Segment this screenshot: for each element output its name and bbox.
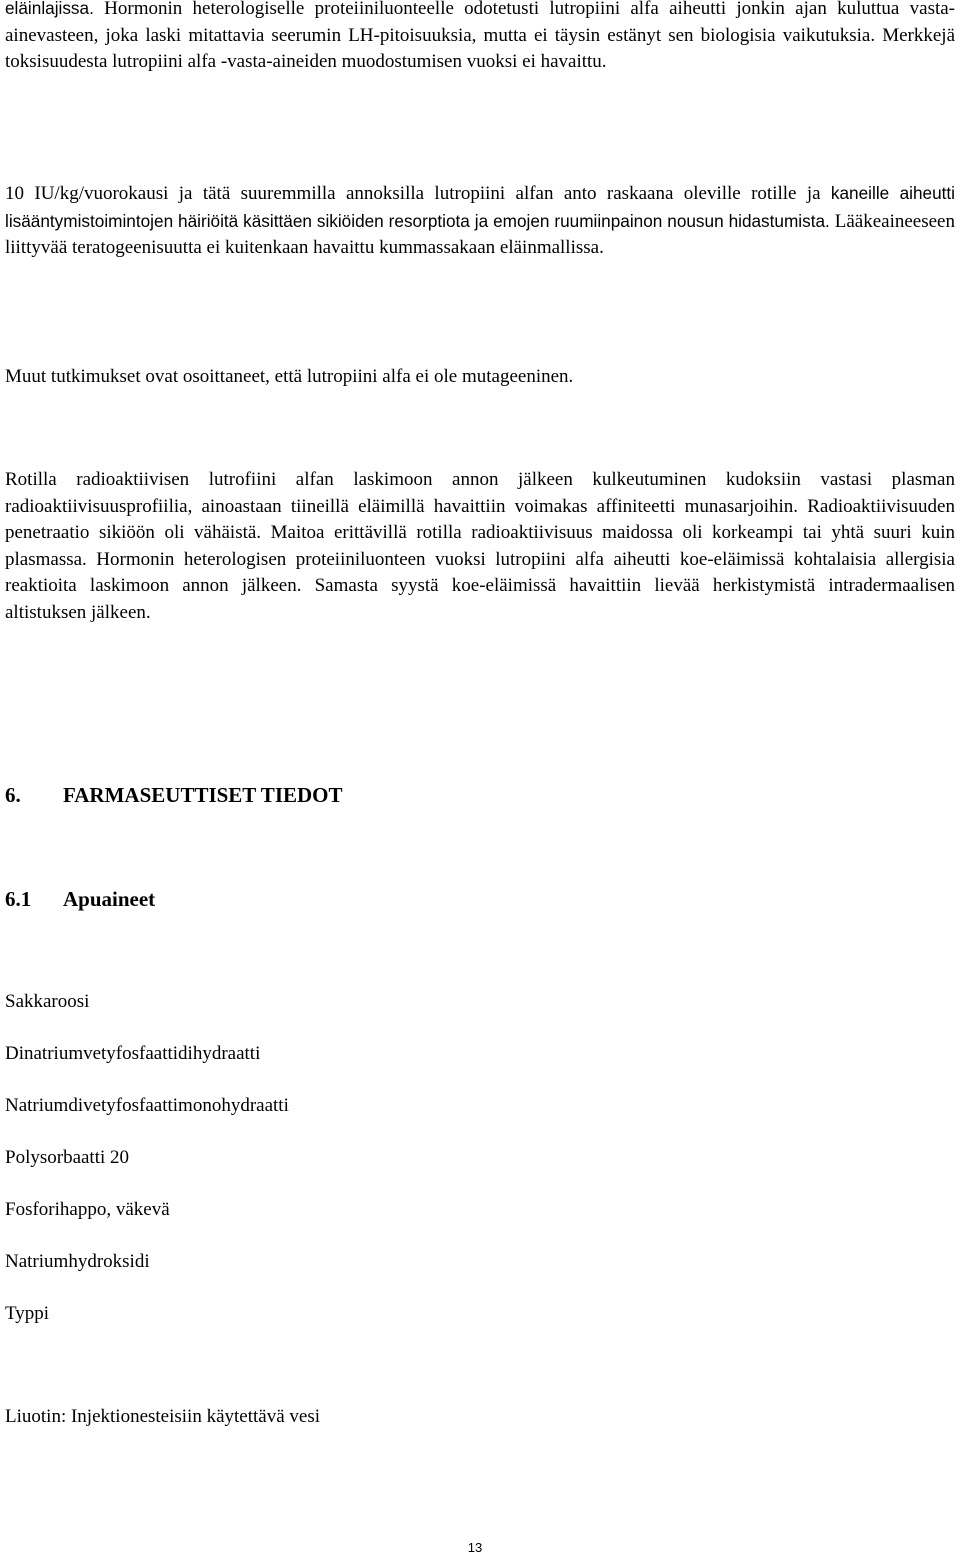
paragraph-distribution: Rotilla radioaktiivisen lutrofiini alfan laskimoon annon jälkeen kulkeutuminen kudoksiin vastasi plasman radioaktiivisuusprofiilia, ainoastaan tiineillä eläimillä havaittiin voimakas affiniteetti munasarjoihin. Radioaktiivisuuden penetraatio sikiöön oli vähäistä. Maitoa erittävillä rotilla radioaktiivisuus maidossa oli korkeampi tai yhtä suuri kuin plasmassa. Hormonin heterologisen proteiiniluonteen vuoksi lutropiini alfa aiheutti koe-eläimissä kohtalaisia allergisia reaktioita laskimoon annon jälkeen. Samasta syystä koe-eläimissä havaittiin lievää herkistymistä intradermaalisen altistuksen jälkeen.	[5, 469, 955, 623]
paragraph-fragment: Hormonin heterologiselle proteiiniluonteelle odotetusti lutropiini alfa aiheutti jonkin ajan kuluttua vasta-ainevasteen, joka laski mitattavia seerumin LH-pitoisuuksia, mutta ei täysin estänyt sen biologisia vaikutuksia. Merkkejä toksisuudesta lutropiini alfa -vasta-aineiden muodostumisen vuoksi ei havaittu.	[5, 0, 955, 72]
paragraph-mutagenicity: Muut tutkimukset ovat osoittaneet, että lutropiini alfa ei ole mutageeninen.	[5, 366, 574, 387]
page-number: 13	[467, 1540, 483, 1555]
excipient-item: Polysorbaatti 20	[5, 1147, 130, 1168]
section-heading-6	[5, 782, 343, 808]
paragraph-fragment: eläinlajissa.	[5, 0, 105, 18]
excipient-item: Fosforihappo, väkevä	[5, 1199, 170, 1220]
excipient-item: Dinatriumvetyfosfaattidihydraatti	[5, 1043, 261, 1064]
paragraph-antibody-response	[5, 0, 955, 76]
document-page	[5, 0, 955, 1557]
section-number: 6.1	[5, 887, 32, 911]
section-number: 6.	[5, 783, 21, 807]
paragraph-fragment: Lääkeaineeseen liittyvää teratogeenisuutta ei kuitenkaan havaittu kummassakaan eläinmallissa.	[5, 210, 955, 258]
excipient-item: Sakkaroosi	[5, 991, 90, 1012]
paragraph-fragment: kaneille aiheutti lisääntymistoimintojen häiriöitä käsittäen sikiöiden resorptiota ja emojen ruumiinpainon nousun hidastumista.	[5, 183, 956, 231]
section-title: Apuaineet	[63, 887, 156, 911]
section-title: FARMASEUTTISET TIEDOT	[63, 783, 343, 807]
paragraph-reproductive-toxicity	[5, 180, 955, 262]
section-heading-6-1	[5, 886, 155, 912]
excipient-item: Natriumhydroksidi	[5, 1251, 150, 1272]
excipient-item: Natriumdivetyfosfaattimonohydraatti	[5, 1095, 289, 1116]
paragraph-fragment: 10 IU/kg/vuorokausi ja tätä suuremmilla annoksilla lutropiini alfan anto raskaana oleville rotille ja	[5, 183, 831, 204]
solvent-line: Liuotin: Injektionesteisiin käytettävä vesi	[5, 1406, 321, 1427]
excipient-item: Typpi	[5, 1303, 50, 1324]
